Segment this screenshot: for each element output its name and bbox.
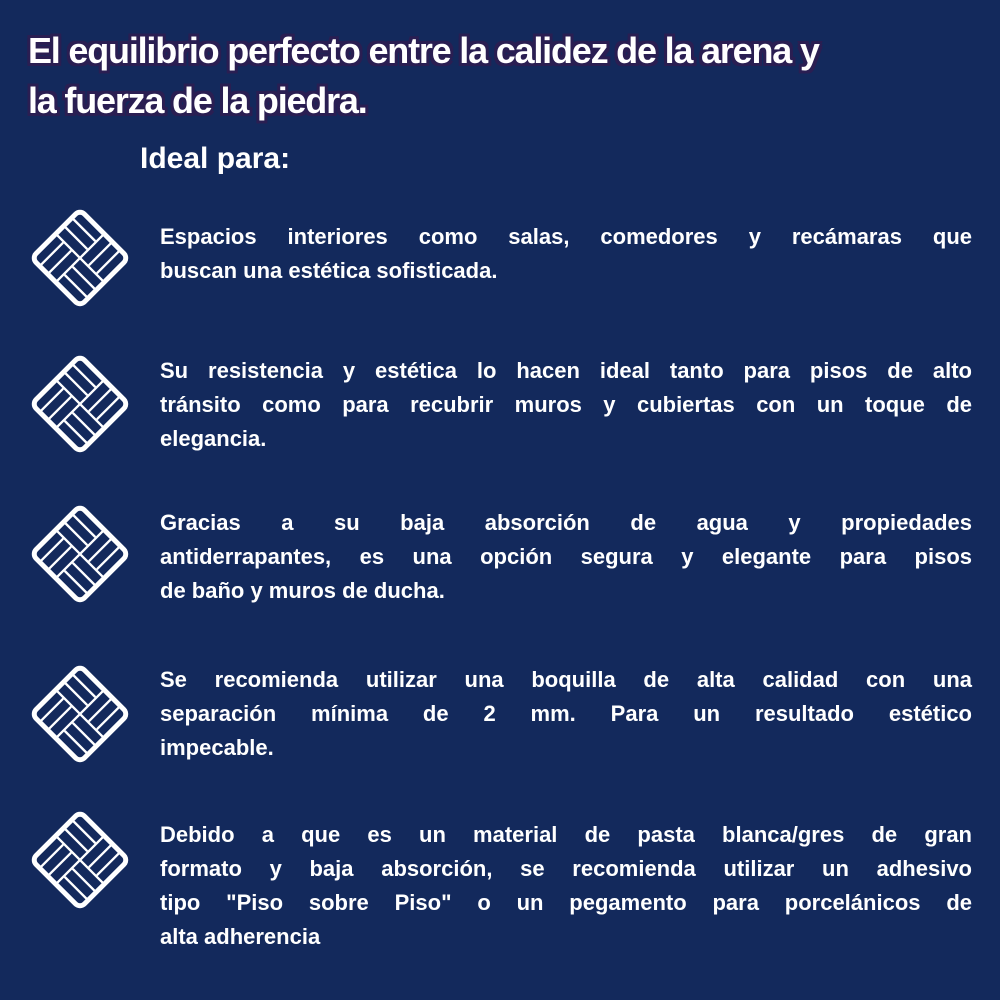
tile-pattern-icon	[26, 350, 134, 458]
bullet-text-line: alta adherencia	[160, 924, 321, 949]
bullet-text-line: Se recomienda utilizar una boquilla de alta calidad con una	[160, 667, 972, 692]
page-title	[28, 26, 819, 126]
page-title-line2: la fuerza de la piedra.	[28, 80, 367, 121]
bullet-text-line: formato y baja absorción, se recomienda utilizar un adhesivo	[160, 856, 972, 881]
bullet-text-line: Gracias a su baja absorción de agua y propiedades	[160, 510, 972, 535]
bullet-text-5	[160, 818, 972, 954]
tile-pattern-icon	[26, 806, 134, 914]
bullet-text-line: tránsito como para recubrir muros y cubiertas con un toque de	[160, 392, 972, 417]
bullet-text-2	[160, 354, 972, 456]
bullet-text-line: antiderrapantes, es una opción segura y elegante para pisos	[160, 544, 972, 569]
bullet-text-line: Espacios interiores como salas, comedores y recámaras que	[160, 224, 972, 249]
bullet-text-1	[160, 220, 972, 288]
bullet-text-line: buscan una estética sofisticada.	[160, 258, 498, 283]
bullet-text-line: tipo "Piso sobre Piso" o un pegamento para porcelánicos de	[160, 890, 972, 915]
bullet-text-line: separación mínima de 2 mm. Para un resultado estético	[160, 701, 972, 726]
bullet-text-line: elegancia.	[160, 426, 267, 451]
bullet-text-line: de baño y muros de ducha.	[160, 578, 445, 603]
tile-pattern-icon	[26, 660, 134, 768]
page-title-line1: El equilibrio perfecto entre la calidez de la arena y	[28, 30, 819, 71]
tile-pattern-icon	[26, 204, 134, 312]
bullet-text-4	[160, 663, 972, 765]
bullet-text-3	[160, 506, 972, 608]
bullet-text-line: Debido a que es un material de pasta blanca/gres de gran	[160, 822, 972, 847]
subtitle-ideal-para: Ideal para:	[140, 142, 291, 175]
bullet-text-line: impecable.	[160, 735, 274, 760]
bullet-text-line: Su resistencia y estética lo hacen ideal tanto para pisos de alto	[160, 358, 972, 383]
tile-pattern-icon	[26, 500, 134, 608]
